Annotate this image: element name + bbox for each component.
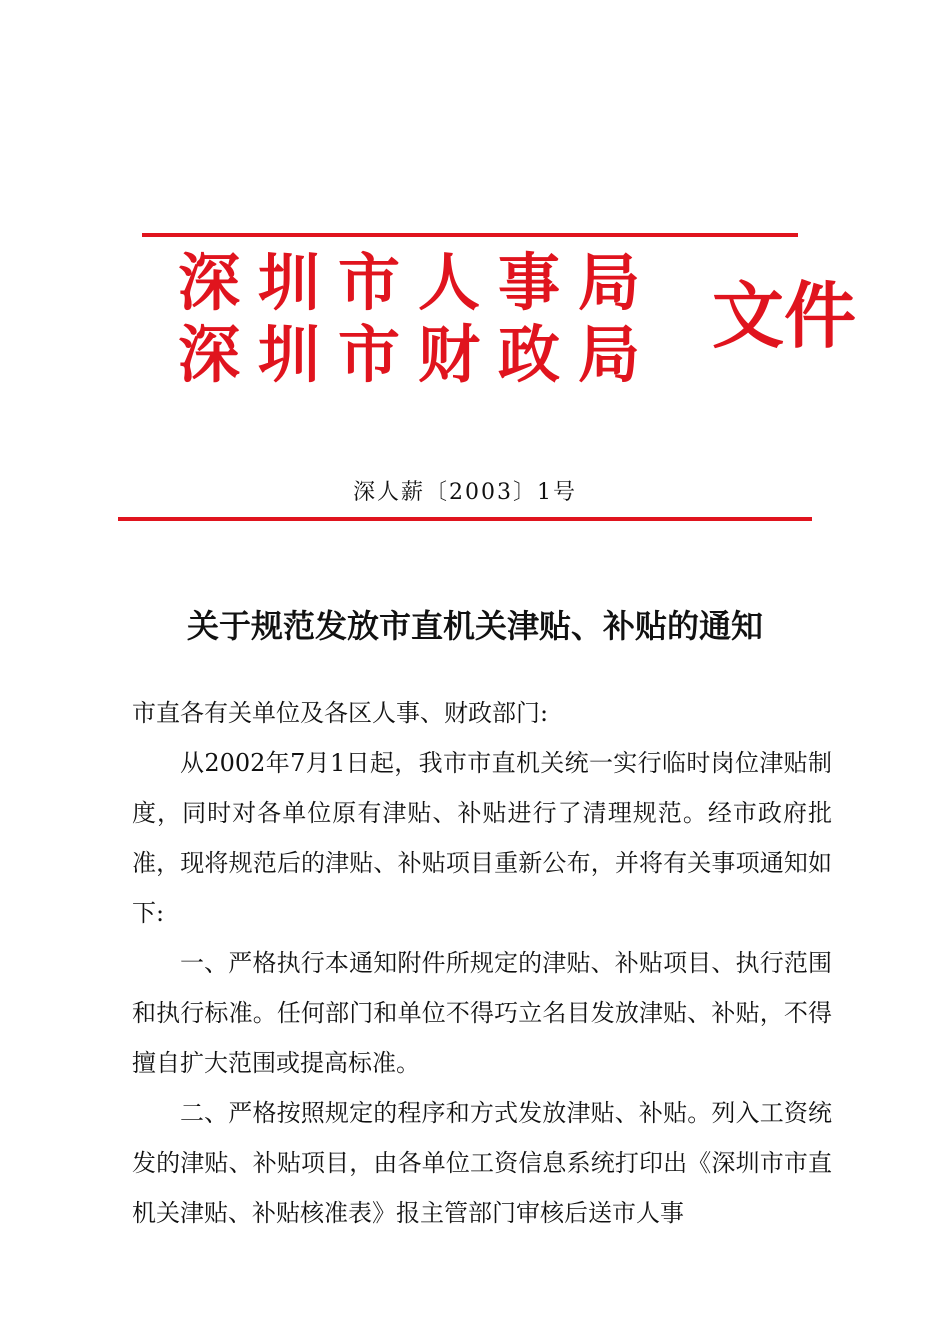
paragraph: 二、严格按照规定的程序和方式发放津贴、补贴。列入工资统发的津贴、补贴项目，由各单位工资信息系统打印出《深圳市市直机关津贴、补贴核准表》报主管部门审核后送市人事 [132, 1099, 832, 1227]
notice-title: 关于规范发放市直机关津贴、补贴的通知 [186, 607, 763, 645]
paragraph: 一、严格执行本通知附件所规定的津贴、补贴项目、执行范围和执行标准。任何部门和单位不得巧立名目发放津贴、补贴，不得擅自扩大范围或提高标准。 [132, 949, 832, 1077]
header-bottom-rule [118, 517, 812, 521]
notice-body [132, 688, 832, 1238]
document-suffix: 文件 [712, 273, 857, 358]
agency-name-personnel: 深圳市人事局 [178, 246, 659, 319]
paragraph: 从2002年7月1日起，我市市直机关统一实行临时岗位津贴制度，同时对各单位原有津贴、补贴进行了清理规范。经市政府批准，现将规范后的津贴、补贴项目重新公布，并将有关事项通知如下: [132, 749, 832, 927]
header-top-rule [142, 233, 798, 237]
document-number: 深人薪〔2003〕1号 [353, 480, 577, 505]
salutation: 市直各有关单位及各区人事、财政部门: [132, 699, 549, 727]
agency-name-finance: 深圳市财政局 [178, 318, 659, 391]
